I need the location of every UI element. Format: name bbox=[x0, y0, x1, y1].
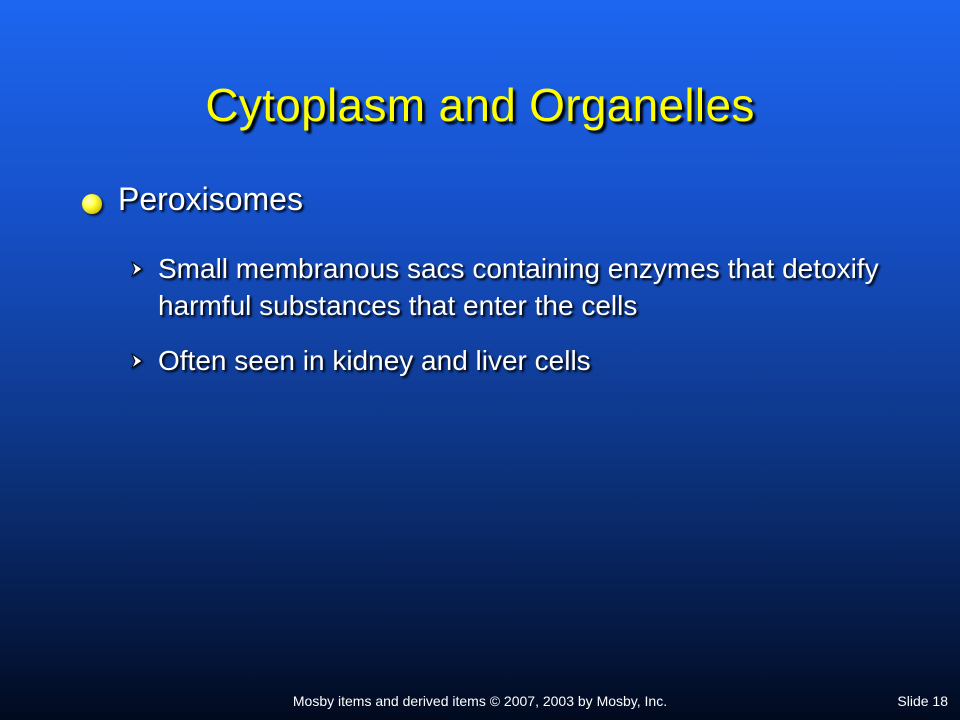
bullet-text: Peroxisomes bbox=[118, 181, 303, 217]
arrow-bullet-icon bbox=[130, 250, 158, 287]
sub-bullet-text: Often seen in kidney and liver cells bbox=[158, 345, 591, 376]
copyright-footer: Mosby items and derived items © 2007, 2003 by Mosby, Inc. bbox=[292, 693, 668, 709]
arrow-bullet-icon bbox=[130, 342, 158, 379]
sub-bullet-item bbox=[130, 250, 890, 324]
sub-bullet-item bbox=[130, 342, 890, 379]
sub-bullet-text: Small membranous sacs containing enzymes that detoxify harmful substances that enter the cells bbox=[158, 253, 879, 321]
bullet-item bbox=[82, 181, 303, 218]
slide-title: Cytoplasm and Organelles bbox=[205, 79, 755, 131]
slide-number: Slide 18 bbox=[897, 693, 948, 709]
yellow-round-bullet-icon bbox=[82, 194, 102, 214]
